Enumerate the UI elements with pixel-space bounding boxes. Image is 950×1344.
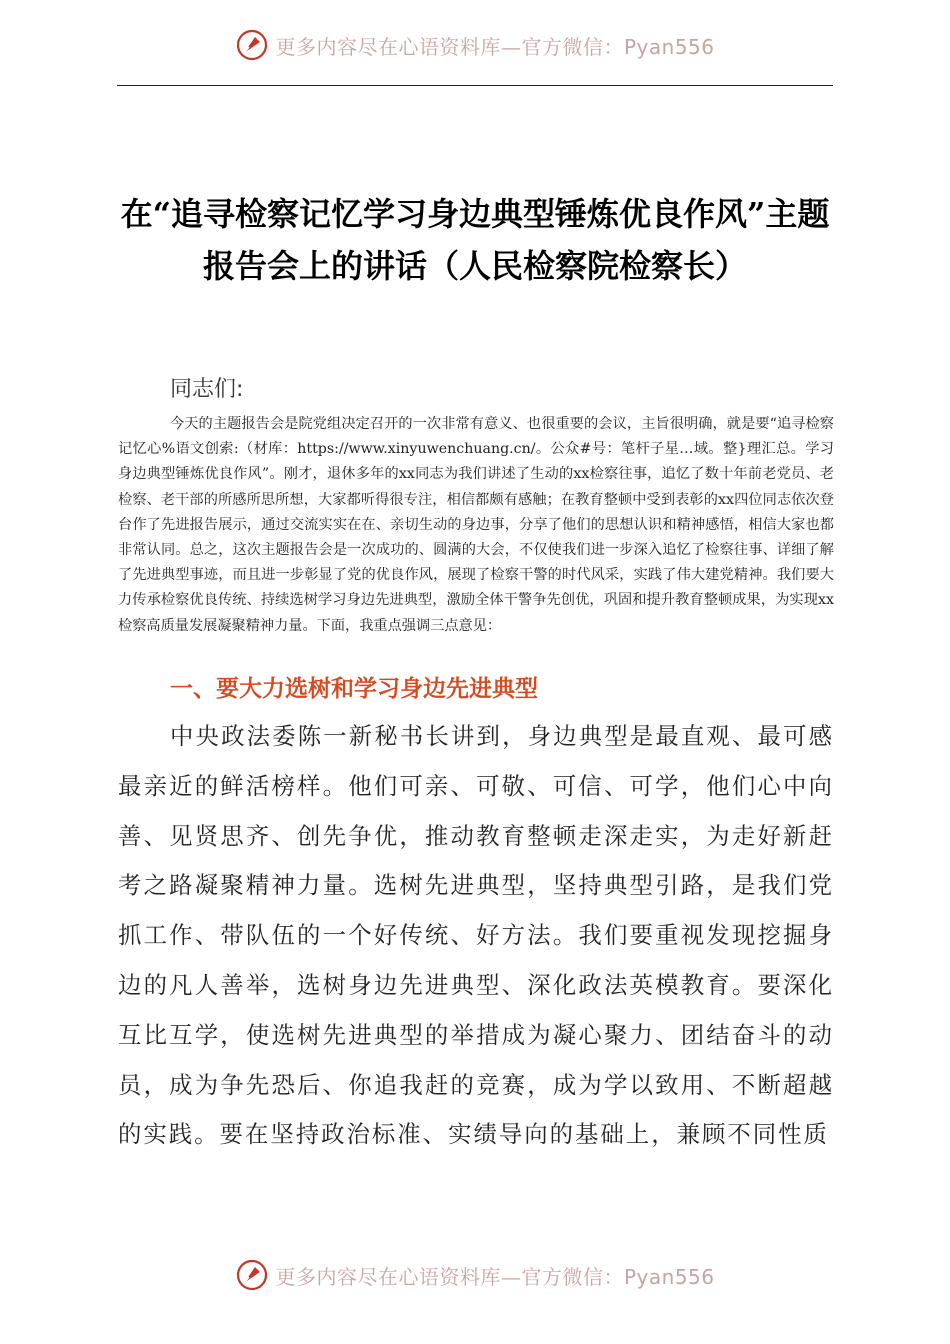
watermark-text: 更多内容尽在心语资料库—官方微信：Pyan556 (275, 1264, 715, 1289)
section-heading: 一、要大力选树和学习身边先进典型 (170, 676, 538, 702)
watermark-footer (0, 1258, 950, 1292)
watermark-wechat-id: Pyan556 (623, 1264, 715, 1289)
pen-nib-logo-icon (235, 1258, 269, 1292)
document-title: 在“追寻检察记忆学习身边典型锤炼优良作风”主题报告会上的讲话（人民检察院检察长） (120, 195, 830, 285)
watermark-text: 更多内容尽在心语资料库—官方微信：Pyan556 (275, 34, 715, 59)
watermark-header (0, 28, 950, 62)
header-divider (117, 85, 833, 86)
pen-nib-logo-icon (235, 28, 269, 62)
greeting: 同志们: (170, 377, 244, 402)
body-paragraph: 中央政法委陈一新秘书长讲到，身边典型是最直观、最可感最亲近的鲜活榜样。他们可亲、可敬、可信、可学，他们心中向善、见贤思齐、创先争优，推动教育整顿走深走实，为走好新赶考之路凝聚精神力量。选树先进典型，坚持典型引路，是我们党抓工作、带队伍的一个好传统、好方法。我们要重视发现挖掘身边的凡人善举，选树身边先进典型、深化政法英模教育。要深化互比互学，使选树先进典型的举措成为凝心聚力、团结奋斗的动员，成为争先恐后、你追我赶的竞赛，成为学以致用、不断超越的实践。要在坚持政治标准、实绩导向的基础上，兼顾不同性质 (118, 722, 834, 1149)
watermark-wechat-id: Pyan556 (623, 34, 715, 59)
intro-paragraph: 今天的主题报告会是院党组决定召开的一次非常有意义、也很重要的会议，主旨很明确，就是要“追寻检察记忆心%语文创索:（材库：https://www.xinyuwenchuang.cn/。公众#号：笔杆子星…域。整}理汇总。学习身边典型锤炼优良作风”。刚才，退休多年的xx同志为我们讲述了生动的xx检察往事，追忆了数十年前老党员、老检察、老干部的所感所思所想，大家都听得很专注，相信都颇有感触；在教育整顿中受到表彰的xx四位同志依次登台作了先进报告展示，通过交流实实在在、亲切生动的身边事，分享了他们的思想认识和精神感悟，相信大家也都非常认同。总之，这次主题报告会是一次成功的、圆满的大会，不仅使我们进一步深入追忆了检察往事、详细了解了先进典型事迹，而且进一步彰显了党的优良作风，展现了检察干警的时代风采，实践了伟大建党精神。我们要大力传承检察优良传统、持续选树学习身边先进典型，激励全体干警争先创优，巩固和提升教育整顿成果，为实现xx检察高质量发展凝聚精神力量。下面，我重点强调三点意见： (118, 416, 834, 634)
